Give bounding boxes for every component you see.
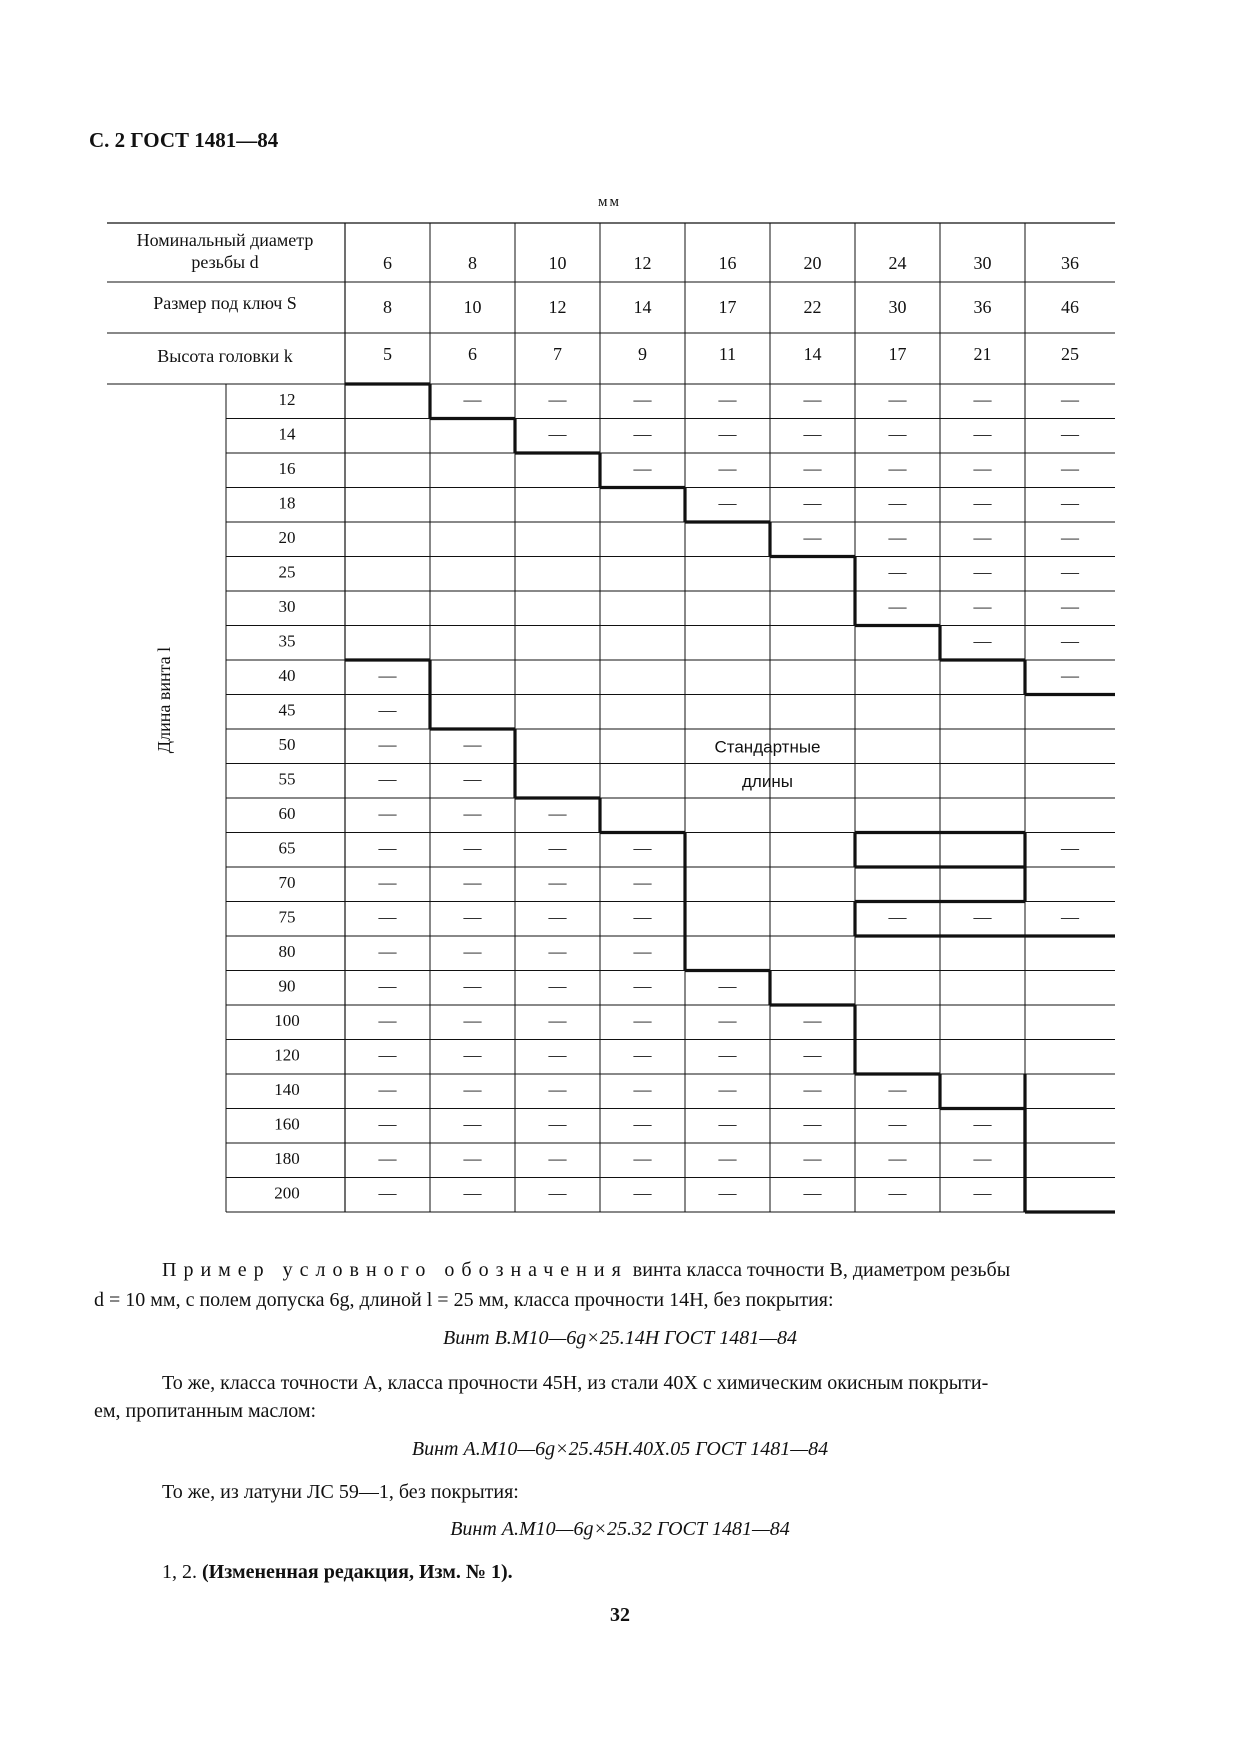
diameter-value: 8 (468, 253, 477, 274)
head-height-value: 7 (553, 344, 562, 365)
length-value: 160 (274, 1114, 300, 1134)
length-value: 65 (278, 838, 296, 858)
dash-cell: — (973, 492, 992, 513)
dash-cell: — (378, 906, 397, 927)
dash-cell: — (888, 1113, 907, 1134)
diameter-label-2: резьбы d (191, 252, 259, 273)
dash-cell: — (973, 1182, 992, 1203)
dash-cell: — (463, 941, 482, 962)
dash-cell: — (378, 1182, 397, 1203)
dash-cell: — (633, 389, 652, 410)
dash-cell: — (548, 941, 567, 962)
dash-cell: — (888, 458, 907, 479)
diameter-value: 6 (383, 253, 392, 274)
diameter-value: 16 (718, 253, 737, 274)
dash-cell: — (463, 1079, 482, 1100)
dash-cell: — (718, 1044, 737, 1065)
length-value: 25 (278, 562, 296, 582)
length-value: 60 (278, 804, 296, 824)
diameter-value: 24 (888, 253, 907, 274)
dash-cell: — (1061, 458, 1079, 479)
dash-cell: — (973, 1113, 992, 1134)
dash-cell: — (888, 906, 907, 927)
dash-cell: — (463, 803, 482, 824)
diameter-value: 30 (973, 253, 992, 274)
dash-cell: — (633, 1044, 652, 1065)
dash-cell: — (548, 837, 567, 858)
length-value: 80 (278, 942, 296, 962)
paragraph-2-line-1: То же, класса точности А, класса прочности 45H, из стали 40Х с химическим окисным покрыти- (162, 1372, 989, 1394)
dash-cell: — (548, 1044, 567, 1065)
dash-cell: — (1061, 596, 1079, 617)
dash-cell: — (633, 906, 652, 927)
dash-cell: — (463, 768, 482, 789)
dash-cell: — (1061, 527, 1079, 548)
length-value: 50 (278, 735, 296, 755)
dash-cell: — (378, 665, 397, 686)
dash-cell: — (463, 1182, 482, 1203)
dash-cell: — (803, 423, 822, 444)
head-height-value: 21 (973, 344, 992, 365)
dash-cell: — (803, 1113, 822, 1134)
dash-cell: — (378, 803, 397, 824)
example-line-2: d = 10 мм, с полем допуска 6g, длиной l = 25 мм, класса прочности 14H, без покрытия: (94, 1289, 834, 1311)
designation-formula-1: Винт В.М10—6g×25.14H ГОСТ 1481—84 (443, 1327, 797, 1349)
length-value: 75 (278, 907, 296, 927)
key-size-value: 30 (888, 297, 907, 318)
head-height-label: Высота головки k (157, 346, 293, 367)
dash-cell: — (548, 1010, 567, 1031)
dash-cell: — (463, 389, 482, 410)
dash-cell: — (548, 1148, 567, 1169)
dash-cell: — (718, 389, 737, 410)
length-value: 55 (278, 769, 296, 789)
dash-cell: — (1061, 423, 1079, 444)
dash-cell: — (463, 872, 482, 893)
dash-cell: — (718, 1182, 737, 1203)
dash-cell: — (973, 458, 992, 479)
key-size-label: Размер под ключ S (153, 293, 297, 314)
dash-cell: — (803, 1010, 822, 1031)
dash-cell: — (378, 975, 397, 996)
revision-note (162, 1558, 513, 1586)
dash-cell: — (378, 1079, 397, 1100)
dash-cell: — (888, 561, 907, 582)
standard-lengths-label: Стандартные (714, 737, 821, 757)
length-value: 18 (278, 493, 296, 513)
dash-cell: — (973, 527, 992, 548)
key-size-value: 17 (718, 297, 737, 318)
length-value: 140 (274, 1080, 300, 1100)
dash-cell: — (1061, 630, 1079, 651)
dash-cell: — (378, 734, 397, 755)
length-value: 12 (278, 390, 296, 410)
dash-cell: — (888, 527, 907, 548)
diameter-value: 10 (548, 253, 567, 274)
length-value: 35 (278, 631, 296, 651)
length-value: 90 (278, 976, 296, 996)
length-value: 20 (278, 528, 296, 548)
dash-cell: — (718, 1148, 737, 1169)
page-number: 32 (610, 1604, 630, 1626)
diameter-label: Номинальный диаметр (136, 230, 314, 251)
length-value: 200 (274, 1183, 300, 1203)
dash-cell: — (633, 423, 652, 444)
dash-cell: — (718, 975, 737, 996)
dash-cell: — (548, 1079, 567, 1100)
dash-cell: — (888, 423, 907, 444)
dash-cell: — (463, 837, 482, 858)
dash-cell: — (803, 527, 822, 548)
dash-cell: — (973, 906, 992, 927)
head-height-value: 17 (888, 344, 907, 365)
dash-cell: — (718, 423, 737, 444)
dash-cell: — (718, 492, 737, 513)
key-size-value: 22 (803, 297, 822, 318)
dash-cell: — (888, 1148, 907, 1169)
dash-cell: — (973, 561, 992, 582)
dash-cell: — (633, 1182, 652, 1203)
dash-cell: — (973, 630, 992, 651)
key-size-value: 12 (548, 297, 567, 318)
length-value: 120 (274, 1045, 300, 1065)
example-line-1 (162, 1256, 1010, 1284)
dash-cell: — (888, 596, 907, 617)
diameter-value: 12 (633, 253, 652, 274)
dash-cell: — (888, 1182, 907, 1203)
dash-cell: — (803, 1148, 822, 1169)
dash-cell: — (803, 458, 822, 479)
dash-cell: — (463, 975, 482, 996)
key-size-value: 46 (1061, 297, 1079, 318)
dash-cell: — (548, 906, 567, 927)
head-height-value: 25 (1061, 344, 1079, 365)
key-size-value: 8 (383, 297, 392, 318)
dash-cell: — (548, 975, 567, 996)
length-value: 180 (274, 1149, 300, 1169)
length-value: 30 (278, 597, 296, 617)
dash-cell: — (718, 1113, 737, 1134)
dash-cell: — (378, 872, 397, 893)
dash-cell: — (1061, 665, 1079, 686)
dash-cell: — (548, 803, 567, 824)
designation-formula-2: Винт А.М10—6g×25.45H.40X.05 ГОСТ 1481—84 (411, 1438, 829, 1460)
dash-cell: — (973, 423, 992, 444)
dash-cell: — (718, 1079, 737, 1100)
head-height-value: 6 (468, 344, 477, 365)
diameter-value: 36 (1061, 253, 1079, 274)
dash-cell: — (633, 458, 652, 479)
dash-cell: — (548, 1182, 567, 1203)
standard-lengths-label-2: длины (742, 772, 793, 792)
dash-cell: — (803, 492, 822, 513)
dash-cell: — (803, 1044, 822, 1065)
dash-cell: — (633, 975, 652, 996)
dash-cell: — (888, 492, 907, 513)
dash-cell: — (1061, 906, 1079, 927)
dash-cell: — (633, 941, 652, 962)
dash-cell: — (973, 596, 992, 617)
head-height-value: 5 (383, 344, 392, 365)
dash-cell: — (1061, 492, 1079, 513)
dash-cell: — (633, 1079, 652, 1100)
dash-cell: — (548, 423, 567, 444)
dash-cell: — (1061, 561, 1079, 582)
dash-cell: — (463, 1113, 482, 1134)
paragraph-3: То же, из латуни ЛС 59—1, без покрытия: (162, 1481, 519, 1503)
dash-cell: — (1061, 837, 1079, 858)
dash-cell: — (463, 906, 482, 927)
length-value: 45 (278, 700, 296, 720)
length-value: 16 (278, 459, 296, 479)
length-value: 70 (278, 873, 296, 893)
dash-cell: — (803, 1182, 822, 1203)
dash-cell: — (633, 1010, 652, 1031)
dash-cell: — (633, 1148, 652, 1169)
dash-cell: — (718, 458, 737, 479)
dash-cell: — (718, 1010, 737, 1031)
dash-cell: — (378, 941, 397, 962)
dash-cell: — (548, 872, 567, 893)
dash-cell: — (463, 1044, 482, 1065)
key-size-value: 14 (633, 297, 652, 318)
dash-cell: — (378, 837, 397, 858)
dash-cell: — (463, 1148, 482, 1169)
dash-cell: — (803, 1079, 822, 1100)
revision-note-bold: (Измененная редакция, Изм. № 1). (202, 1561, 513, 1583)
length-axis-label: Длина винта l (154, 646, 175, 754)
dash-cell: — (633, 872, 652, 893)
dash-cell: — (1061, 389, 1079, 410)
units-label: мм (598, 194, 621, 210)
dash-cell: — (378, 699, 397, 720)
dash-cell: — (378, 1148, 397, 1169)
head-height-value: 11 (718, 344, 737, 365)
dash-cell: — (463, 734, 482, 755)
revision-note-prefix: 1, 2. (162, 1561, 202, 1583)
dash-cell: — (463, 1010, 482, 1031)
key-size-value: 10 (463, 297, 482, 318)
dash-cell: — (888, 1079, 907, 1100)
key-size-value: 36 (973, 297, 992, 318)
dash-cell: — (633, 1113, 652, 1134)
dash-cell: — (548, 1113, 567, 1134)
length-value: 14 (278, 424, 296, 444)
example-lead-rest: винта класса точности В, диаметром резьбы (627, 1259, 1011, 1281)
page-header: С. 2 ГОСТ 1481—84 (89, 128, 279, 152)
length-value: 40 (278, 666, 296, 686)
paragraph-2-line-2: ем, пропитанным маслом: (94, 1400, 317, 1422)
dash-cell: — (378, 1113, 397, 1134)
dash-cell: — (973, 1148, 992, 1169)
dash-cell: — (548, 389, 567, 410)
head-height-value: 14 (803, 344, 822, 365)
dash-cell: — (378, 1044, 397, 1065)
designation-formula-3: Винт А.М10—6g×25.32 ГОСТ 1481—84 (450, 1518, 790, 1540)
head-height-value: 9 (638, 344, 647, 365)
dash-cell: — (378, 768, 397, 789)
dash-cell: — (803, 389, 822, 410)
dash-cell: — (888, 389, 907, 410)
dash-cell: — (378, 1010, 397, 1031)
dash-cell: — (633, 837, 652, 858)
length-value: 100 (274, 1011, 300, 1031)
diameter-value: 20 (803, 253, 822, 274)
example-lead-spaced: Пример условного обозначения (162, 1259, 628, 1281)
dash-cell: — (973, 389, 992, 410)
